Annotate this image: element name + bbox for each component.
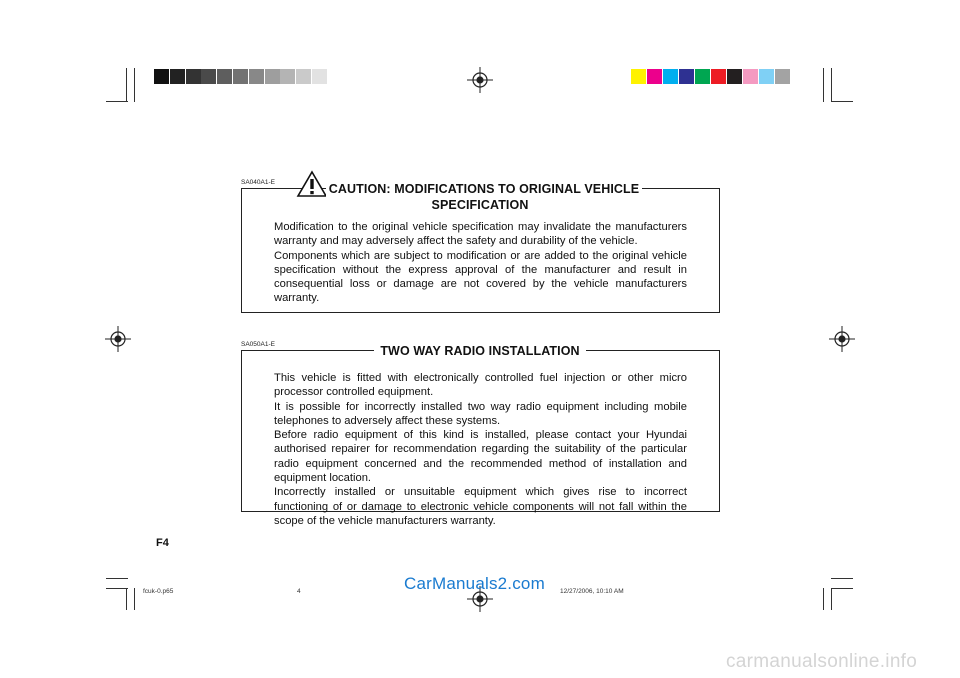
crop-mark <box>831 68 832 102</box>
registration-target-icon <box>829 326 855 352</box>
crop-mark <box>106 101 128 102</box>
caution-title-line2: SPECIFICATION <box>431 198 529 212</box>
crop-mark <box>823 588 824 610</box>
footer-datetime: 12/27/2006, 10:10 AM <box>560 588 624 595</box>
crop-mark <box>126 68 127 102</box>
paragraph: Modification to the original vehicle specification may invalidate the manufacturers warranty and may adversely affect the safety and durability of the vehicle. <box>274 221 687 248</box>
registration-target-icon <box>105 326 131 352</box>
radio-body <box>274 371 687 528</box>
gray-swatch <box>186 69 201 84</box>
color-swatch <box>647 69 662 84</box>
paragraph: It is possible for incorrectly installed two way radio equipment including mobile telephones to adversely affect these systems. <box>274 400 687 427</box>
color-swatch <box>695 69 710 84</box>
color-swatch <box>663 69 678 84</box>
gray-swatch <box>217 69 232 84</box>
crop-mark <box>134 68 135 102</box>
color-swatch <box>631 69 646 84</box>
bottom-watermark: carmanualsonline.info <box>726 651 918 672</box>
site-watermark: CarManuals2.com <box>404 574 545 593</box>
caution-body <box>274 220 687 306</box>
crop-mark <box>831 588 853 589</box>
footer-file: fcuk-0.p65 <box>143 588 174 595</box>
color-swatch <box>759 69 774 84</box>
crop-mark <box>831 101 853 102</box>
footer-page: 4 <box>297 588 301 595</box>
registration-target-icon <box>467 67 493 93</box>
crop-mark <box>831 588 832 610</box>
color-swatch <box>679 69 694 84</box>
paragraph: Before radio equipment of this kind is installed, please contact your Hyundai authorised repairer for recommendation regarding the suitability of the particular radio equipment concerned and the recommended method of installation and equipment location. <box>274 429 687 485</box>
caution-title <box>326 181 642 197</box>
gray-swatch <box>201 69 216 84</box>
color-swatch <box>727 69 742 84</box>
gray-swatch <box>280 69 295 84</box>
gray-swatch <box>170 69 185 84</box>
paragraph: Components which are subject to modification or are added to the original vehicle specification without the express approval of the manufacturer and result in consequential loss or damage are not covered by the vehicle manufacturers warranty. <box>274 249 687 305</box>
radio-title: TWO WAY RADIO INSTALLATION <box>374 343 586 359</box>
gray-swatch <box>249 69 264 84</box>
paragraph: This vehicle is fitted with electronically controlled fuel injection or other micro processor controlled equipment. <box>274 372 687 399</box>
color-swatch <box>743 69 758 84</box>
crop-mark <box>823 68 824 102</box>
crop-mark <box>831 578 853 579</box>
gray-swatch <box>154 69 169 84</box>
crop-mark <box>106 578 128 579</box>
section-code: SA050A1-E <box>241 341 275 348</box>
color-swatch <box>775 69 790 84</box>
page-number: F4 <box>156 537 169 549</box>
warning-triangle-icon <box>296 170 328 198</box>
crop-mark <box>106 588 128 589</box>
color-swatch <box>711 69 726 84</box>
gray-swatch <box>312 69 327 84</box>
gray-swatch <box>296 69 311 84</box>
gray-swatch <box>233 69 248 84</box>
section-code: SA040A1-E <box>241 179 275 186</box>
crop-mark <box>126 588 127 610</box>
caution-title-line1: CAUTION: MODIFICATIONS TO ORIGINAL VEHICLE <box>328 182 640 196</box>
paragraph: Incorrectly installed or unsuitable equipment which gives rise to incorrect functioning of or damage to electronic vehicle components will not fall within the scope of the vehicle manufacturers warranty. <box>274 486 687 527</box>
crop-mark <box>134 588 135 610</box>
gray-swatch <box>265 69 280 84</box>
